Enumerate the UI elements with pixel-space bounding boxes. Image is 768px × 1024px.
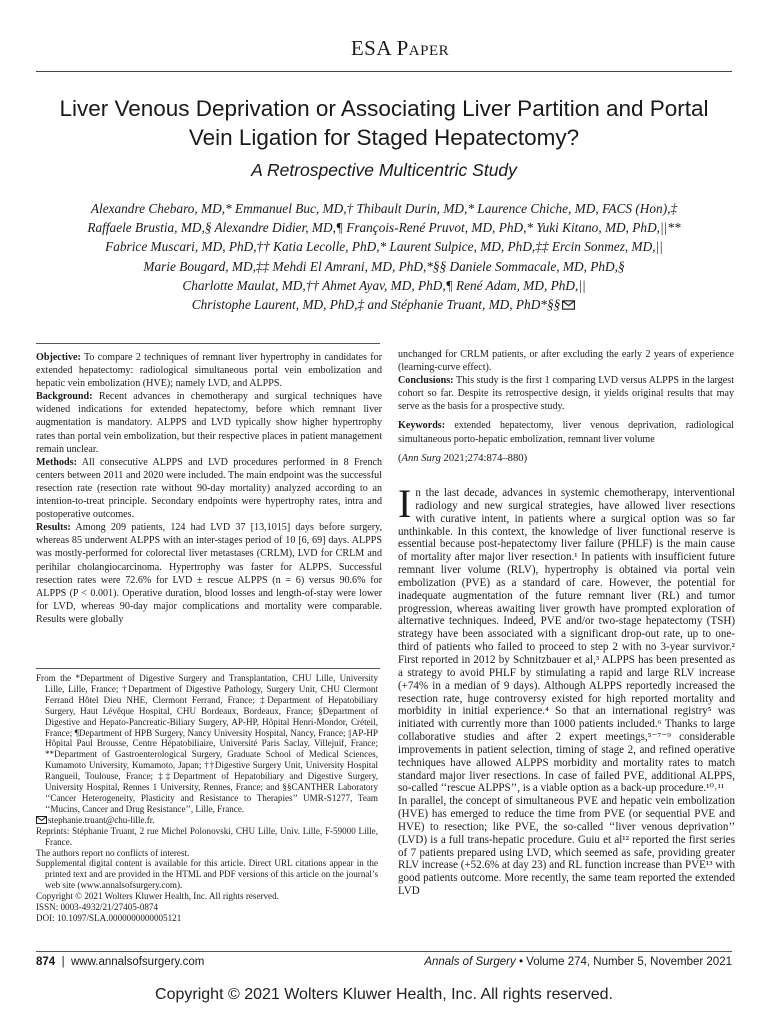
keywords-label: Keywords: (398, 420, 446, 432)
doi-line: DOI: 10.1097/SLA.0000000000005121 (36, 912, 182, 923)
page-number: 874 (36, 956, 56, 968)
title-line-1: Liver Venous Deprivation or Associating Liver Partition and Portal (59, 96, 709, 121)
author-list (30, 199, 738, 314)
header-divider (36, 71, 732, 72)
section-label: ESA Paper (350, 36, 450, 60)
abstract-left-column (36, 351, 382, 626)
affiliations-block (36, 673, 378, 924)
footer-divider (36, 951, 732, 952)
results-text: Among 209 patients, 124 had LVD 37 [13,1015] days before surgery, whereas 85 underwent ALPPS with an inter-stages period of 10 [6, 69] days. ALPPS was mostly-performed for colorectal liver metastases (CRLM), LVD for CRLM and perihilar cholangiocarcinoma. Hypertrophy was faster for ALPPS. Successful resection rates were 72.6% for LVD ± rescue ALPPS (n = 6) versus 90.6% for ALPPS (P < 0.001). Operative duration, blood losses and length-of-stay were lower for LVD, whereas 90-day major complications and mortality were comparable. Results were globally (36, 522, 383, 625)
citation: (Ann Surg 2021;274:874–880) (398, 452, 528, 464)
footer-right (398, 956, 732, 968)
affiliations-text: From the *Department of Digestive Surgery and Transplantation, CHU Lille, University Lille, Lille, France; †Department of Digestive Pathology, Surgery Unit, CHU Clermont Ferrand Hôtel Dieu NHE, Clermont Ferrand, France; ‡Department of Hepatobiliary Surgery, Haut Lévêque Hospital, CHU Bordeaux, Bordeaux, France; §Department of Digestive and Hepato-Pancreatic-Biliary Surgery, AP-HP, Hôpital Henri-Mondor, Créteil, France; ¶Department of HPB Surgery, Nancy University Hospital, Nancy, France; ||AP-HP Hôpital Paul Brousse, Centre Hépatobiliaire, Université Paris Saclay, Villejuif, France; **Department of Gastroenterological Surgery, Graduate School of Medical Sciences, Kumamoto University, Kumamoto, Japan; ††Digestive Surgery Unit, University Hospital Rangueil, Toulouse, France; ‡‡Department of Hepatobiliary and Digestive Surgery, University Hospital, Rennes 1 University, Rennes, France; and §§CANTHER Laboratory ‘‘Cancer Heterogeneity, Plasticity and Resistance to Therapies’’ UMR-S1277, Team ‘‘Mucins, Cancer and Drug Resistance’’, Lille, France. (36, 673, 378, 814)
email-line (36, 815, 378, 826)
email-link[interactable]: stephanie.truant@chu-lille.fr. (48, 814, 155, 825)
conclusions-text: This study is the first 1 comparing LVD versus ALPPS in the largest cohort so far. Despite its retrospective design, it yields original results that may serve as the basis for a prospective study. (398, 375, 734, 413)
drop-cap: I (398, 481, 412, 526)
footer-separator: | (61, 956, 65, 968)
envelope-icon (562, 300, 575, 310)
keywords-text: extended hepatectomy, liver venous deprivation, radiological simultaneous porto-hepatic embolization, remnant liver volume (398, 420, 734, 445)
article-title (30, 94, 738, 152)
abstract-objective (36, 351, 382, 390)
envelope-icon (36, 816, 47, 824)
abstract-keywords (398, 419, 734, 445)
issn-line: ISSN: 0003-4932/21/27405-0874 (36, 902, 159, 913)
author-line-last (30, 295, 738, 314)
copyright-watermark: Copyright © 2021 Wolters Kluwer Health, Inc. All rights reserved. (155, 986, 613, 1003)
background-text: Recent advances in chemotherapy and surgical techniques have widened indications for extended hepatectomy, before which remnant liver augmentation is mandatory. ALPPS and LVD typically show higher hypertrophy rates than portal vein embolization, but their respective places in patient management remain unclear. (36, 391, 382, 455)
methods-text: All consecutive ALPPS and LVD procedures performed in 8 French centers between 2011 and 2020 were included. The main endpoint was the successful resection rate (resection rate without 90-day mortality) analyzed according to an intention-to-treat principle. Secondary endpoints were hypertrophy rates, intra and postoperative outcomes. (36, 456, 383, 521)
author-line: Marie Bougard, MD,‡‡ Mehdi El Amrani, MD, PhD,*§§ Daniele Sommacale, MD, PhD,§ (143, 258, 625, 274)
supplemental-line: Supplemental digital content is available for this article. Direct URL citations appear in the printed text and are provided in the HTML and PDF versions of this article on the journal’s web site (www.annalsofsurgery.com). (36, 858, 378, 891)
citation-journal: Ann Surg (401, 452, 441, 464)
background-label: Background: (36, 391, 93, 403)
methods-label: Methods: (36, 456, 77, 468)
abstract-background (36, 390, 382, 455)
author-line: Charlotte Maulat, MD,†† Ahmet Ayav, MD, PhD,¶ René Adam, MD, PhD,|| (182, 277, 586, 293)
reprints-line: Reprints: Stéphanie Truant, 2 rue Michel Polonovski, CHU Lille, Univ. Lille, F-59000 Lille, France. (36, 825, 378, 847)
abstract-methods (36, 456, 382, 521)
author-line-text: Christophe Laurent, MD, PhD,‡ and Stéphanie Truant, MD, PhD*§§ (191, 297, 561, 313)
conflicts-line: The authors report no conflicts of interest. (36, 847, 190, 858)
journal-name: Annals of Surgery (424, 956, 516, 968)
abstract-right-column (398, 348, 734, 465)
objective-text: To compare 2 techniques of remnant liver hypertrophy in candidates for extended hepatectomy: radiological simultaneous portal vein embolization and hepatic vein embolization (HVE); namely LVD, and ALPPS. (36, 352, 382, 390)
intro-paragraph-2: In parallel, the concept of simultaneous PVE and hepatic vein embolization (HVE) has emerged to reduce the time from PVE (or sequential PVE and HVE) to resection; like PVE, the so-called ‘‘liver venous deprivation’’ (LVD) is a full trans-hepatic procedure. Guiu et al¹² reported the first series of 7 patients prepared using LVD, which seemed as safe, providing greater RLV increase (+52.6% at day 23) and RL function increase than PVE¹³ with good patients outcome. More recently, the same team reported the extended LVD (398, 795, 735, 898)
author-line: Alexandre Chebaro, MD,* Emmanuel Buc, MD,† Thibault Durin, MD,* Laurence Chiche, MD, FACS (Hon),‡ (90, 201, 678, 216)
intro-paragraph-1 (398, 481, 735, 795)
objective-label: Objective: (36, 352, 81, 363)
author-line: Fabrice Muscari, MD, PhD,†† Katia Lecolle, PhD,* Laurent Sulpice, MD, PhD,‡‡ Ercin Sonmez, MD,|| (105, 239, 663, 255)
conclusions-label: Conclusions: (398, 375, 454, 387)
title-line-2: Vein Ligation for Staged Hepatectomy? (188, 125, 580, 150)
issue-info: • Volume 274, Number 5, November 2021 (518, 956, 732, 968)
results-continued: unchanged for CRLM patients, or after excluding the early 2 years of experience (learning-curve effect). (398, 349, 734, 374)
author-line: Raffaele Brustia, MD,§ Alexandre Didier, MD,¶ François-René Pruvot, MD, PhD,* Yuki Kitano, MD, PhD,||** (87, 220, 681, 236)
copyright-line: Copyright © 2021 Wolters Kluwer Health, Inc. All rights reserved. (36, 891, 279, 902)
abstract-divider (36, 343, 380, 344)
body-text (398, 481, 735, 898)
paragraph-1-text: n the last decade, advances in systemic chemotherapy, interventional radiology and new surgical strategies, have allowed liver resections with curative intent, in patients where a surgical option was so far unthinkable. In this context, the knowledge of liver functional reserve is essential because post-hepatectomy liver failure (PHLF) is the main cause of mortality after major liver resection.¹ In patients with insufficient future remnant liver volume (RLV), hypertrophy is obtained via portal vein embolization (PVE) as a standard of care. However, the potential for inadequate augmentation of the future remnant liver (RL) and tumor progression, whereas awaiting liver growth have prompted exploration of alternative techniques. Indeed, PVE and/or two-stage hepatectomy (TSH) strategy have been associated with a significant drop-out rate, up to one-third of patients who failed to proceed to step 2 with no 3-year survivor.² First reported in 2012 by Schnitzbauer et al,³ ALPPS has been presented as a strategy to avoid PHLF by stimulating a rapid and large RLV increase (+74% in a median of 9 days). Although ALPPS reportedly increased the resection rate, huge controversy existed for high reported mortality and morbidity in initial experience.⁴ So that an international registry⁵ was initiated with currently more than 1000 patients included.⁶ Thanks to large collaborative studies and after 2 expert meetings,⁵⁻⁷⁻⁹ considerable improvements in patient selection, timing of stage 2, and refined operative techniques have allowed ALPPS morbidity and mortality rates to match standard major liver resections. In case of failed PVE, additional ALPPS, so-called ‘‘rescue ALPPS’’, is a viable option as a back-up procedure.¹⁰˒¹¹ (398, 487, 735, 795)
abstract-conclusions (398, 374, 734, 413)
article-subtitle: A Retrospective Multicentric Study (251, 160, 517, 180)
citation-details: 2021;274:874–880 (443, 452, 524, 464)
journal-website-link[interactable]: www.annalsofsurgery.com (70, 956, 205, 968)
results-label: Results: (36, 522, 71, 534)
affiliations-divider (36, 668, 380, 669)
footer-left (36, 956, 204, 968)
abstract-results (36, 521, 382, 626)
